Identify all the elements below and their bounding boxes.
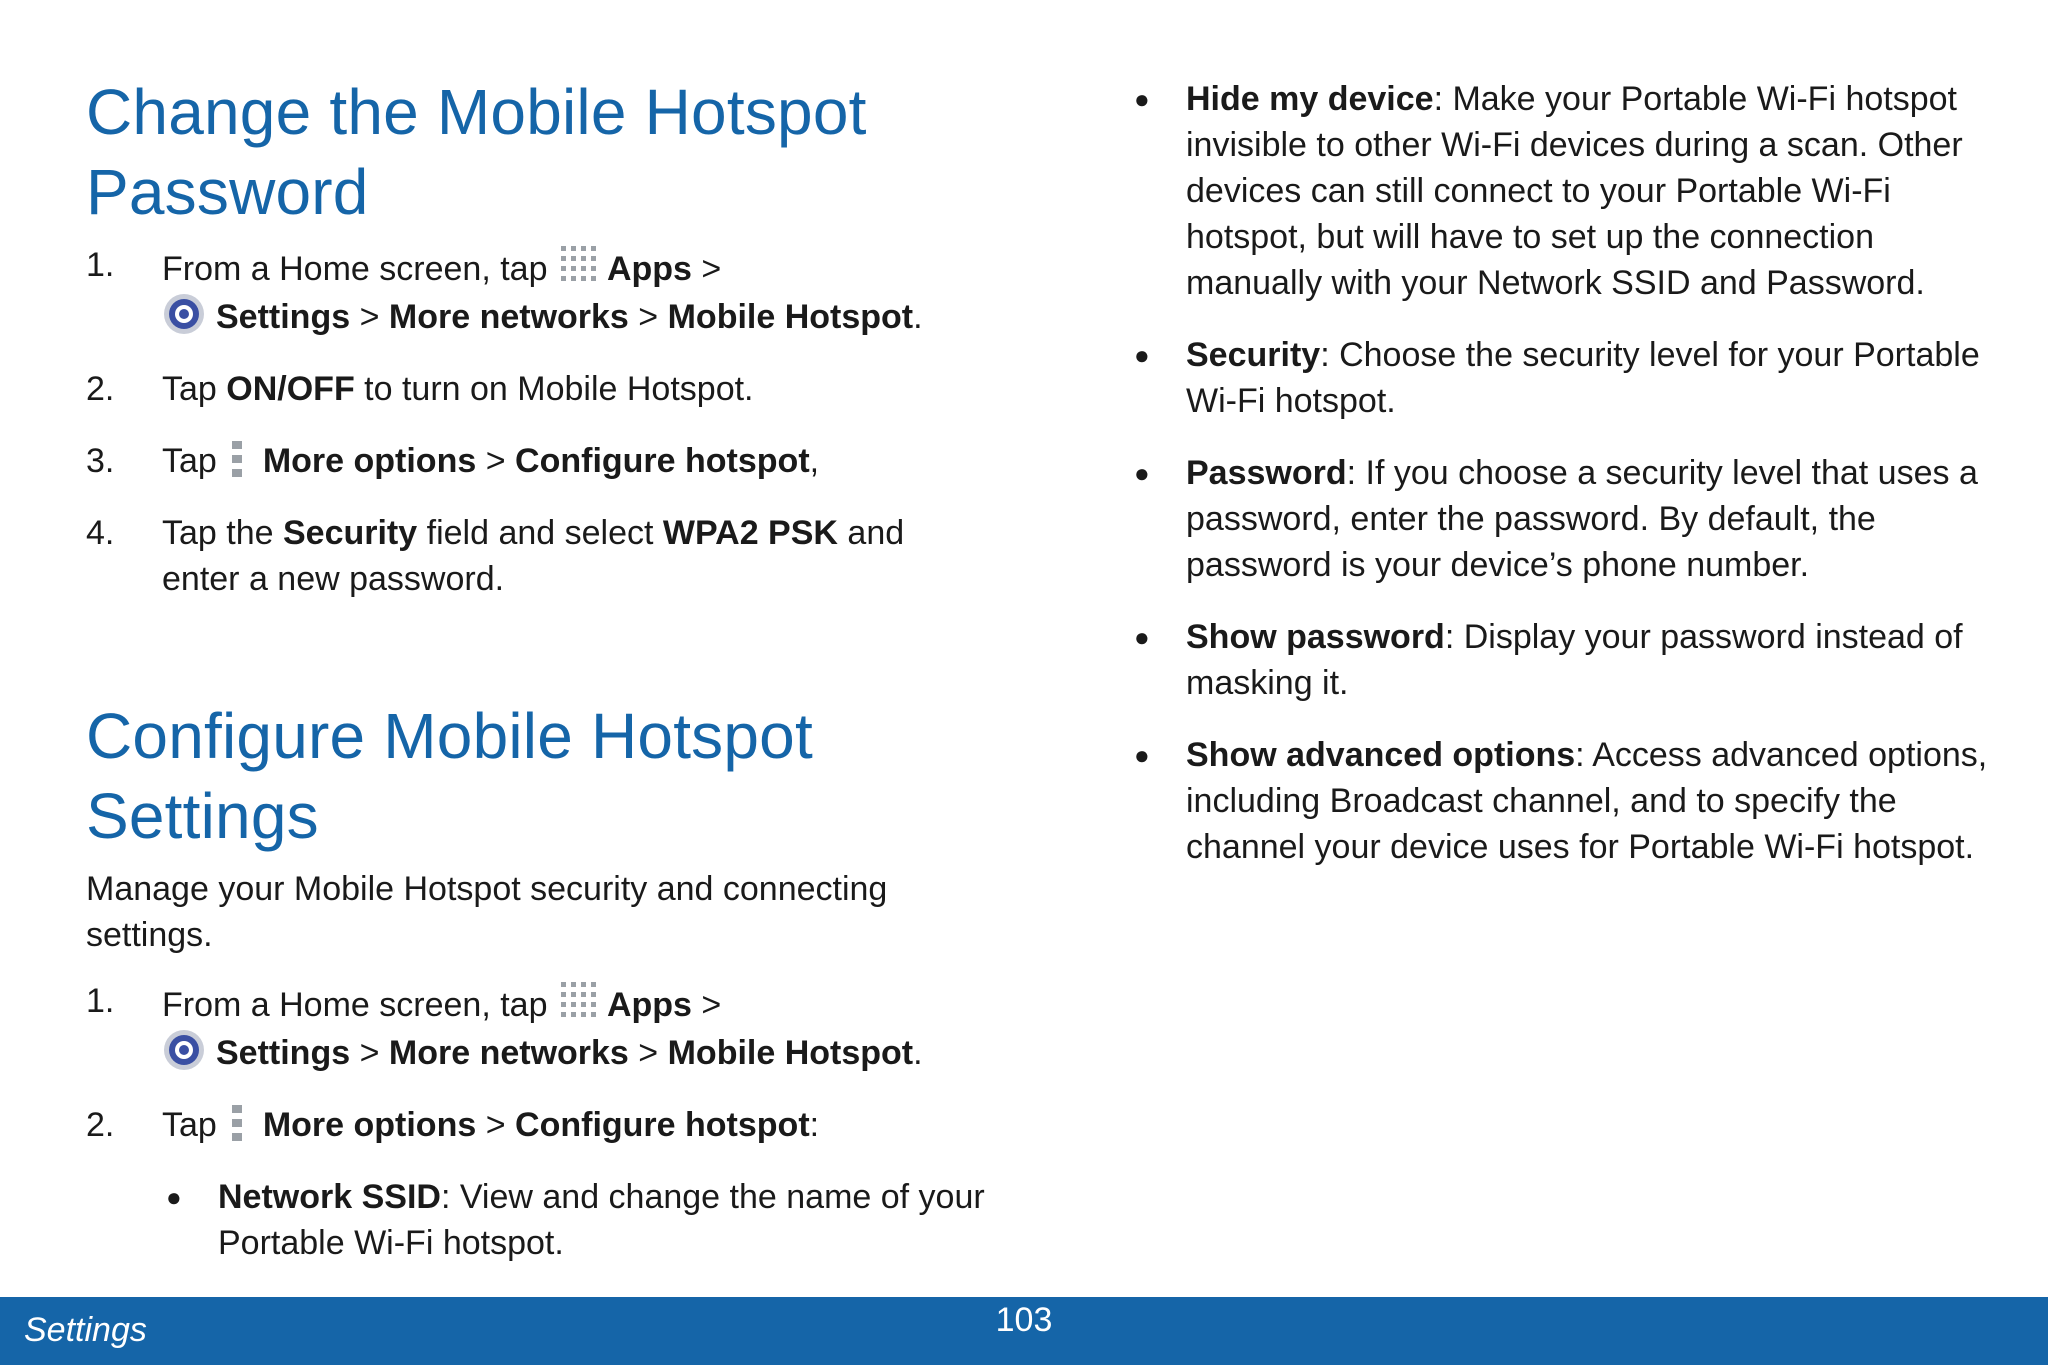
wpa2-psk-label: WPA2 PSK	[662, 514, 838, 552]
intro-paragraph: Manage your Mobile Hotspot security and connecting settings.	[86, 870, 888, 954]
step-number: 2.	[86, 370, 115, 408]
bullet-term: Show password	[1186, 618, 1445, 656]
step-end: .	[913, 298, 923, 336]
bullet-icon: ●	[1134, 740, 1150, 770]
bullet-item	[1130, 614, 1990, 706]
step-separator: >	[638, 298, 659, 336]
bullet-icon: ●	[1134, 340, 1150, 370]
left-column	[86, 0, 986, 1266]
heading-line-1: Configure Mobile Hotspot	[86, 700, 813, 772]
bullet-text: : Choose the security level for your Portable Wi-Fi hotspot.	[1186, 336, 1980, 420]
change-password-steps	[86, 242, 986, 602]
step-separator: >	[485, 442, 506, 480]
heading-line-2: Password	[86, 156, 369, 228]
bullet-item	[1130, 732, 1990, 870]
bullet-text: : Display your password instead of masking it.	[1186, 618, 1963, 702]
step-item	[86, 978, 986, 1076]
settings-label: Settings	[216, 298, 351, 336]
step-item	[86, 366, 986, 412]
configure-hotspot-label: Configure hotspot	[515, 1106, 810, 1144]
settings-icon	[162, 292, 206, 336]
more-options-icon	[229, 440, 245, 478]
step-end: .	[913, 1034, 923, 1072]
apps-icon	[557, 242, 601, 286]
bullet-item	[1130, 332, 1990, 424]
bullet-item	[162, 1174, 986, 1266]
step-text: Tap the	[162, 514, 274, 552]
step-item	[86, 438, 986, 484]
security-label: Security	[282, 514, 418, 552]
heading-line-2: Settings	[86, 780, 319, 852]
settings-icon	[162, 1028, 206, 1072]
bullet-term: Network SSID	[218, 1178, 441, 1216]
bullet-text: : Make your Portable Wi-Fi hotspot invisible to other Wi-Fi devices during a scan. Other devices can still connect to your Portable Wi-Fi hotspot, but will have to set up the connection manually with your Network SSID and Password.	[1186, 80, 1963, 302]
step-number: 2.	[86, 1106, 115, 1144]
step-separator: >	[359, 298, 380, 336]
heading-line-1: Change the Mobile Hotspot	[86, 76, 867, 148]
step-text: field and select	[426, 514, 654, 552]
step-item	[86, 1102, 986, 1148]
on-off-label: ON/OFF	[226, 370, 355, 408]
page-footer	[0, 1297, 2048, 1365]
step-number: 4.	[86, 514, 115, 552]
bullet-term: Show advanced options	[1186, 736, 1576, 774]
step-text: and enter a new password.	[162, 514, 905, 598]
step-separator: >	[359, 1034, 380, 1072]
step-end: ,	[809, 442, 820, 480]
bullet-icon: ●	[166, 1182, 182, 1212]
more-options-icon	[229, 1104, 245, 1142]
network-ssid-bullets	[162, 1174, 986, 1266]
step-number: 3.	[86, 442, 115, 480]
bullet-text: : If you choose a security level that uses a password, enter the password. By default, the password is your device’s phone number.	[1186, 454, 1978, 584]
settings-options-bullets	[1130, 76, 1990, 870]
step-text: Tap	[162, 370, 217, 408]
mobile-hotspot-label: Mobile Hotspot	[667, 1034, 914, 1072]
step-separator: >	[485, 1106, 506, 1144]
step-number: 1.	[86, 982, 115, 1020]
configure-hotspot-label: Configure hotspot	[515, 442, 810, 480]
configure-settings-steps	[86, 978, 986, 1148]
section-heading-configure-settings	[86, 696, 986, 856]
bullet-text: : Access advanced options, including Broadcast channel, and to specify the channel your device uses for Portable Wi-Fi hotspot.	[1186, 736, 1988, 866]
settings-label: Settings	[216, 1034, 351, 1072]
apps-icon	[557, 978, 601, 1022]
more-options-label: More options	[262, 442, 477, 480]
mobile-hotspot-label: Mobile Hotspot	[667, 298, 914, 336]
bullet-item	[1130, 76, 1990, 306]
step-text: From a Home screen, tap	[162, 986, 548, 1024]
more-networks-label: More networks	[388, 298, 629, 336]
bullet-term: Security	[1186, 336, 1321, 374]
step-text: Tap	[162, 1106, 217, 1144]
step-text: Tap	[162, 442, 217, 480]
step-number: 1.	[86, 246, 115, 284]
apps-label: Apps	[606, 986, 692, 1024]
step-end: :	[809, 1106, 820, 1144]
bullet-term: Password	[1186, 454, 1347, 492]
step-separator: >	[701, 250, 722, 288]
step-text: From a Home screen, tap	[162, 250, 548, 288]
step-separator: >	[701, 986, 722, 1024]
step-item	[86, 242, 986, 340]
section-heading-change-password	[86, 72, 986, 232]
bullet-term: Hide my device	[1186, 80, 1434, 118]
bullet-item	[1130, 450, 1990, 588]
apps-label: Apps	[606, 250, 692, 288]
step-text: to turn on Mobile Hotspot.	[364, 370, 754, 408]
page-number: 103	[995, 1301, 1053, 1339]
bullet-text: : View and change the name of your Portable Wi-Fi hotspot.	[218, 1178, 985, 1262]
bullet-icon: ●	[1134, 84, 1150, 114]
more-networks-label: More networks	[388, 1034, 629, 1072]
bullet-icon: ●	[1134, 622, 1150, 652]
step-item	[86, 510, 986, 602]
footer-section-label: Settings	[24, 1311, 147, 1349]
step-separator: >	[638, 1034, 659, 1072]
more-options-label: More options	[262, 1106, 477, 1144]
bullet-icon: ●	[1134, 458, 1150, 488]
right-column	[1130, 0, 1990, 870]
